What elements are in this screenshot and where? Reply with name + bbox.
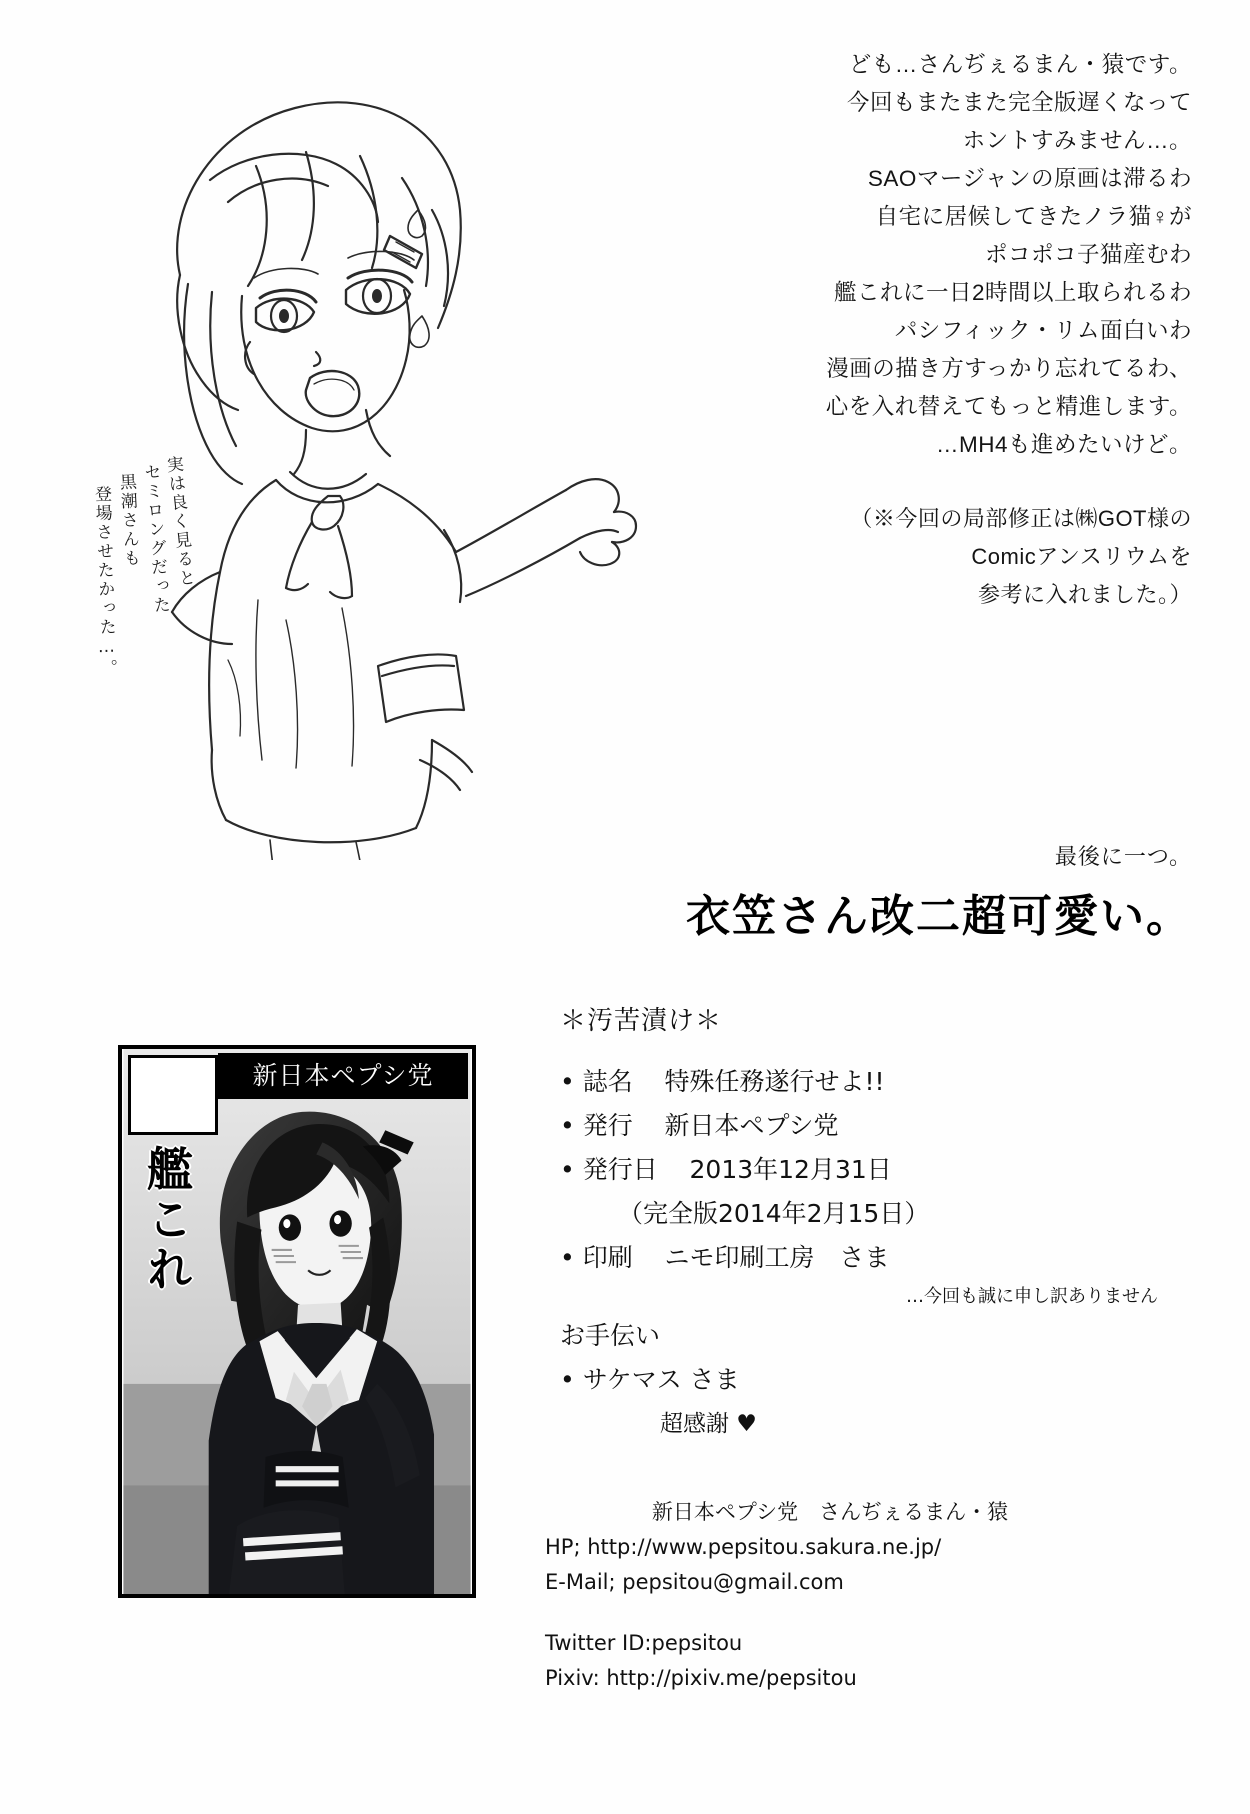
afterword-line-1: ども…さんぢぇるまん・猿です。 xyxy=(848,52,1192,77)
cover-title-vertical: 艦これ xyxy=(140,1145,194,1295)
contact-spacer xyxy=(545,1600,1205,1626)
afterword-line-10: 心を入れ替えてもっと精進します。 xyxy=(825,394,1192,419)
afterword-spacer xyxy=(672,464,1192,500)
afterword-line-6: ポコポコ子猫産むわ xyxy=(984,242,1192,267)
colophon-row-helper xyxy=(560,1358,1180,1402)
colophon-block xyxy=(560,1060,1180,1446)
colophon-bullet-1: • xyxy=(560,1067,575,1096)
afterword-line-3: ホントすみません…。 xyxy=(962,128,1192,153)
colophon-bullet-3: • xyxy=(560,1155,575,1184)
afterword-line-2: 今回もまたまた完全版遅くなって xyxy=(846,90,1192,115)
afterword-note-line-3: 参考に入れました。） xyxy=(977,582,1192,607)
closing-lead-in-text: 最後に一つ。 xyxy=(1054,844,1192,869)
afterword-line-7: 艦これに一日2時間以上取られるわ xyxy=(833,280,1192,305)
afterword-line-11: …MH4も進めたいけど。 xyxy=(935,432,1192,457)
contact-email[interactable]: E-Mail; pepsitou@gmail.com xyxy=(545,1570,844,1594)
contact-twitter[interactable]: Twitter ID:pepsitou xyxy=(545,1631,743,1655)
afterword-line-9: 漫画の描き方すっかり忘れてるわ、 xyxy=(826,356,1192,381)
colophon-apology-note: …今回も誠に申し訳ありません xyxy=(906,1286,1158,1307)
afterword-line-4: SAOマージャンの原画は滞るわ xyxy=(867,166,1192,191)
afterword-note-line-1: （※今回の局部修正は㈱GOT様の xyxy=(850,506,1192,531)
colophon-thanks: 超感謝 ♥ xyxy=(660,1411,757,1437)
colophon-label-publisher: 発行 xyxy=(582,1111,633,1140)
afterword-text-block xyxy=(672,46,1192,614)
colophon-value-helper: サケマス さま xyxy=(582,1365,740,1394)
afterword-line-5: 自宅に居候してきたノラ猫♀が xyxy=(875,204,1192,229)
colophon-value-date: 2013年12月31日 xyxy=(689,1155,892,1184)
handwritten-side-note xyxy=(92,455,198,705)
handwritten-note-line-2: セミロングだった xyxy=(139,462,171,616)
colophon-row-date xyxy=(560,1148,1180,1192)
colophon-row-title xyxy=(560,1060,1180,1104)
colophon-value-publisher: 新日本ペプシ党 xyxy=(664,1111,839,1140)
contact-circle-line: 新日本ペプシ党 さんぢぇるまん・猿 xyxy=(651,1500,1009,1524)
colophon-row-printer xyxy=(560,1236,1180,1280)
cover-corner-box xyxy=(128,1055,218,1135)
colophon-bullet-5: • xyxy=(560,1365,575,1394)
colophon-help-heading: お手伝い xyxy=(560,1321,661,1350)
handwritten-note-line-4: 登場させたかった…。 xyxy=(90,484,118,679)
colophon-heading: ＊汚苦漬け＊ xyxy=(560,1006,723,1036)
handwritten-note-line-1: 実は良く見ると xyxy=(161,454,196,590)
contact-block xyxy=(545,1495,1205,1696)
contact-pixiv[interactable]: Pixiv: http://pixiv.me/pepsitou xyxy=(545,1666,857,1690)
colophon-label-printer: 印刷 xyxy=(582,1243,633,1272)
cover-circle-banner: 新日本ペプシ党 xyxy=(218,1053,468,1099)
colophon-row-publisher xyxy=(560,1104,1180,1148)
colophon-label-title: 誌名 xyxy=(582,1067,633,1096)
colophon-value-title: 特殊任務遂行せよ!! xyxy=(664,1067,885,1096)
colophon-label-date: 発行日 xyxy=(582,1155,658,1184)
afterword-note-line-2: Comicアンスリウムを xyxy=(971,544,1192,569)
contact-homepage[interactable]: HP; http://www.pepsitou.sakura.ne.jp/ xyxy=(545,1535,942,1559)
cover-thumbnail xyxy=(118,1045,476,1598)
afterword-line-8: パシフィック・リム面白いわ xyxy=(894,318,1192,343)
colophon-bullet-4: • xyxy=(560,1243,575,1272)
colophon-bullet-2: • xyxy=(560,1111,575,1140)
handwritten-note-line-3: 黒潮さんも xyxy=(115,472,141,569)
closing-headline: 衣笠さん改二超可愛い。 xyxy=(686,891,1192,942)
colophon-row-subdate: （完全版2014年2月15日） xyxy=(618,1199,930,1228)
colophon-value-printer: ニモ印刷工房 さま xyxy=(664,1243,890,1272)
